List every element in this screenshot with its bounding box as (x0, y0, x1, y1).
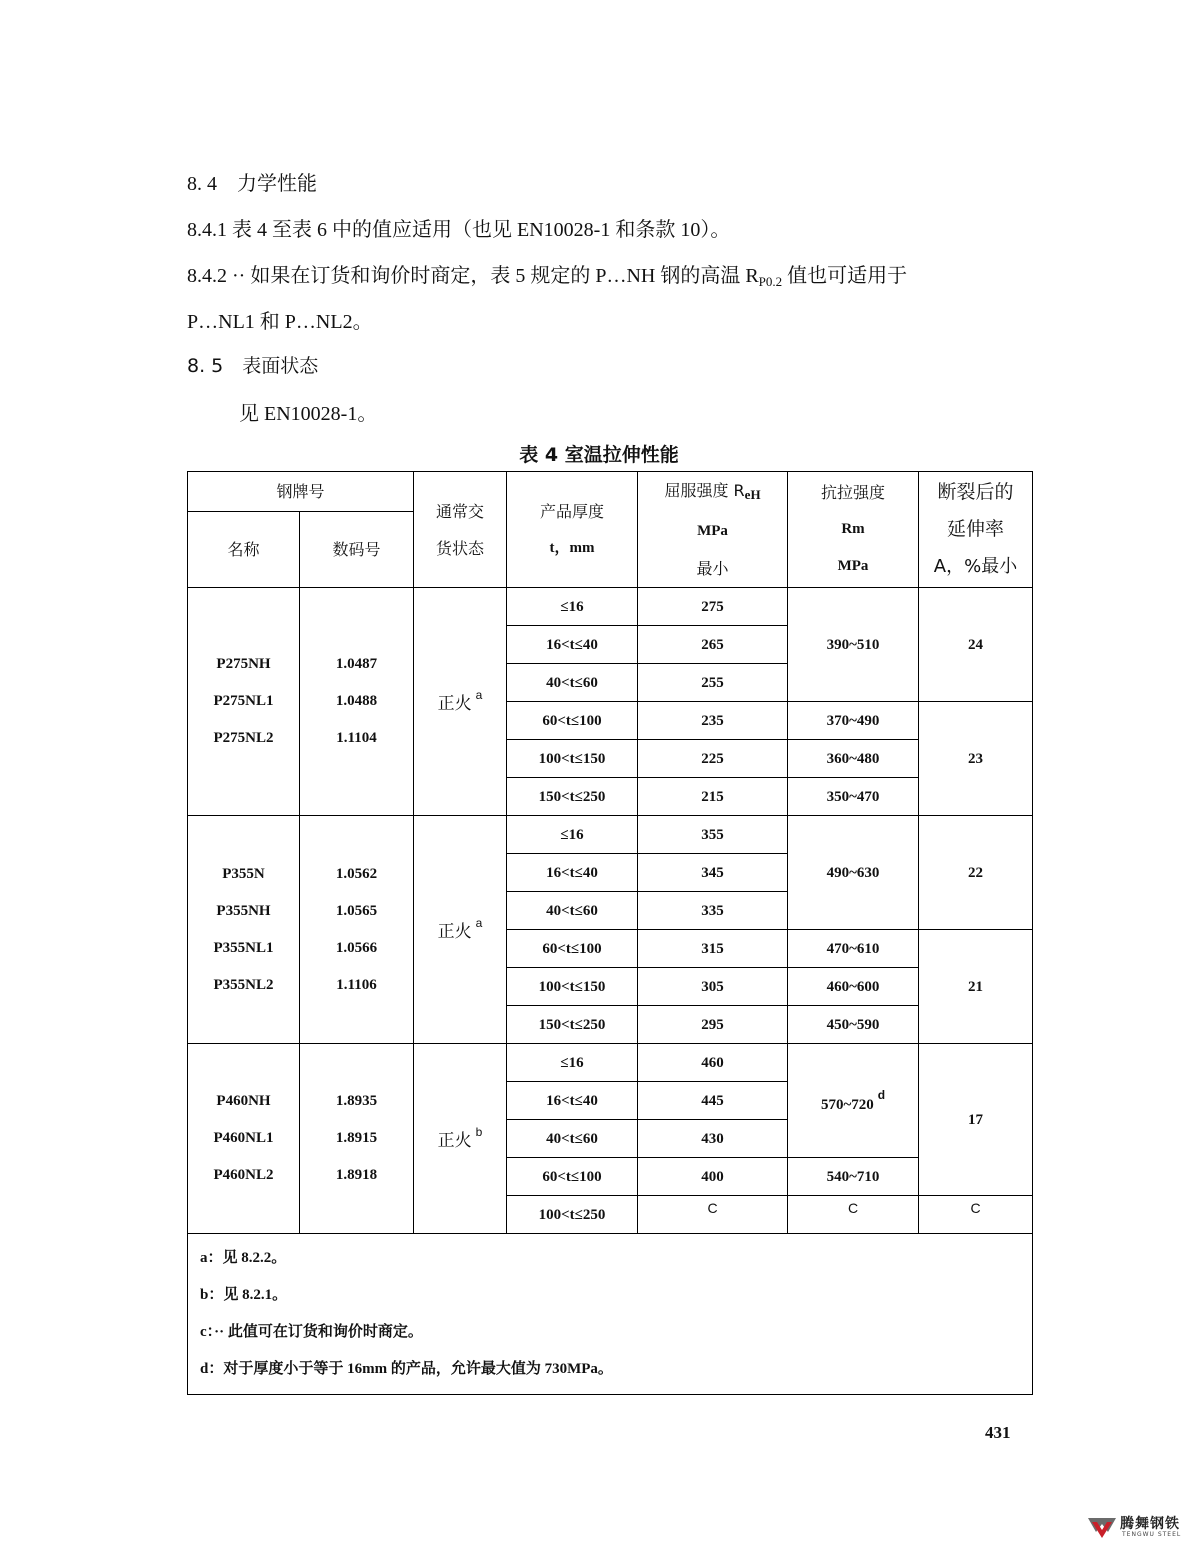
tensile-cell: 390~510 (788, 588, 919, 702)
footnote-ref: d (877, 1087, 886, 1102)
rp-subscript: P0.2 (758, 274, 783, 289)
header-tensile-l1: 抗拉强度 (821, 483, 886, 502)
grade-numbers-2 (300, 816, 414, 1044)
note-d: d：对于厚度小于等于 16mm 的产品，允许最大值为 730MPa。 (200, 1361, 613, 1377)
paragraph-8-4-2 (187, 259, 907, 290)
thickness-cell: 60<t≤100 (507, 930, 638, 968)
elongation-cell: C (919, 1196, 1033, 1234)
tensile-cell (788, 1044, 919, 1158)
tensile-properties-table (187, 471, 1033, 1395)
thickness-cell: 150<t≤250 (507, 1006, 638, 1044)
header-yield-l3: 最小 (696, 559, 729, 578)
grade-number: 1.1104 (336, 730, 377, 746)
grade-names-1 (188, 588, 300, 816)
grade-name: P355NL2 (213, 976, 274, 993)
thickness-cell: 16<t≤40 (507, 1082, 638, 1120)
yield-cell: 315 (638, 930, 788, 968)
thickness-cell: 100<t≤150 (507, 740, 638, 778)
notes-row (188, 1234, 1033, 1395)
logo-subtext: TENGWU STEEL (1122, 1531, 1182, 1538)
tensile-cell: 360~480 (788, 740, 919, 778)
header-elong-l3: A，%最小 (933, 556, 1018, 577)
delivery-text: 正火 (437, 1131, 472, 1152)
footnote-ref: a (475, 916, 483, 931)
header-elong-l1: 断裂后的 (937, 481, 1014, 503)
grade-name: P275NL2 (213, 730, 274, 746)
grade-names-2 (188, 816, 300, 1044)
yield-cell: 215 (638, 778, 788, 816)
grade-number: 1.8935 (335, 1093, 378, 1109)
grade-numbers-3 (300, 1044, 414, 1234)
thickness-cell: 60<t≤100 (507, 702, 638, 740)
grade-number: 1.0488 (335, 693, 378, 709)
header-thickness-l1: 产品厚度 (540, 501, 605, 521)
grade-name: P275NL1 (213, 693, 274, 709)
thickness-cell: 40<t≤60 (507, 892, 638, 930)
thickness-cell: 16<t≤40 (507, 626, 638, 664)
header-tensile-l2: Rm (841, 521, 865, 537)
header-delivery-l1: 通常交 (436, 501, 485, 521)
paragraph-8-4-1: 8.4.1 表 4 至表 6 中的值应适用（也见 EN10028-1 和条款 10）。 (187, 219, 731, 241)
yield-cell: 275 (638, 588, 788, 626)
grade-number: 1.1106 (336, 976, 377, 993)
table-title: 表 4 室温拉伸性能 (519, 444, 679, 466)
delivery-condition-1 (414, 588, 507, 816)
header-row-1 (188, 472, 1033, 512)
thickness-cell: ≤16 (507, 588, 638, 626)
paragraph-8-4-2-tail: 值也可适用于 (782, 265, 908, 287)
table-row (188, 588, 1033, 626)
table-row (188, 816, 1033, 854)
yield-cell: 445 (638, 1082, 788, 1120)
note-b: b：见 8.2.1。 (200, 1287, 288, 1303)
tensile-cell: C (788, 1196, 919, 1234)
header-name: 名称 (188, 511, 300, 587)
header-yield (638, 472, 788, 588)
thickness-cell: 60<t≤100 (507, 1158, 638, 1196)
delivery-text: 正火 (437, 922, 472, 943)
elongation-cell: 17 (919, 1044, 1033, 1196)
yield-cell: 430 (638, 1120, 788, 1158)
note-a: a：见 8.2.2。 (200, 1250, 287, 1266)
yield-cell: 265 (638, 626, 788, 664)
logo-text: 腾舞钢铁 (1120, 1516, 1180, 1532)
table-notes (188, 1234, 1033, 1395)
company-logo (1086, 1512, 1186, 1542)
thickness-cell: 40<t≤60 (507, 1120, 638, 1158)
yield-cell: 355 (638, 816, 788, 854)
grade-names-3 (188, 1044, 300, 1234)
yield-cell: 460 (638, 1044, 788, 1082)
header-tensile (788, 472, 919, 588)
elongation-cell: 23 (919, 702, 1033, 816)
paragraph-8-4-2-text: 8.4.2 ·· 如果在订货和询价时商定，表 5 规定的 P…NH 钢的高温 R (187, 265, 759, 287)
yield-cell: 335 (638, 892, 788, 930)
header-delivery-l2: 货状态 (436, 538, 485, 558)
grade-name: P355N (222, 865, 265, 882)
yield-cell: 305 (638, 968, 788, 1006)
thickness-cell: ≤16 (507, 1044, 638, 1082)
grade-name: P460NL2 (213, 1167, 274, 1183)
grade-number: 1.8915 (335, 1130, 378, 1146)
elongation-cell: 21 (919, 930, 1033, 1044)
header-yield-sub: eH (744, 487, 761, 502)
thickness-cell: ≤16 (507, 816, 638, 854)
tensile-cell: 450~590 (788, 1006, 919, 1044)
page-number: 431 (985, 1423, 1011, 1442)
footnote-ref: b (475, 1125, 483, 1140)
grade-name: P355NH (216, 902, 271, 919)
delivery-condition-2 (414, 816, 507, 1044)
grade-name: P460NL1 (213, 1130, 274, 1146)
yield-cell: 225 (638, 740, 788, 778)
grade-name: P275NH (216, 656, 271, 672)
paragraph-8-5: 见 EN10028-1。 (239, 403, 378, 425)
tensile-cell: 350~470 (788, 778, 919, 816)
tensile-cell: 460~600 (788, 968, 919, 1006)
note-c: c：·· 此值可在订货和询价时商定。 (200, 1324, 423, 1340)
header-yield-l1 (638, 472, 787, 513)
tensile-cell: 540~710 (788, 1158, 919, 1196)
grade-number: 1.0487 (335, 656, 378, 672)
header-yield-label: 屈服强度 R (664, 481, 745, 500)
tensile-cell: 370~490 (788, 702, 919, 740)
table-row (188, 1044, 1033, 1082)
yield-cell: C (638, 1196, 788, 1234)
thickness-cell: 40<t≤60 (507, 664, 638, 702)
thickness-cell: 100<t≤250 (507, 1196, 638, 1234)
yield-cell: 235 (638, 702, 788, 740)
logo-mark-icon (1086, 1512, 1118, 1542)
grade-numbers-1 (300, 588, 414, 816)
yield-cell: 400 (638, 1158, 788, 1196)
header-yield-l2: MPa (697, 523, 728, 539)
thickness-cell: 16<t≤40 (507, 854, 638, 892)
grade-number: 1.8918 (335, 1167, 378, 1183)
header-tensile-l3: MPa (837, 558, 869, 574)
yield-cell: 255 (638, 664, 788, 702)
yield-cell: 295 (638, 1006, 788, 1044)
header-number: 数码号 (300, 511, 414, 587)
thickness-cell: 100<t≤150 (507, 968, 638, 1006)
delivery-text: 正火 (437, 694, 472, 715)
section-heading-8-5: 8. 5 表面状态 (187, 355, 319, 377)
tensile-cell: 470~610 (788, 930, 919, 968)
grade-name: P355NL1 (213, 939, 274, 956)
grade-number: 1.0566 (335, 939, 378, 956)
tensile-value: 570~720 (820, 1096, 874, 1113)
grade-number: 1.0562 (335, 865, 378, 882)
tensile-cell: 490~630 (788, 816, 919, 930)
thickness-cell: 150<t≤250 (507, 778, 638, 816)
grade-name: P460NH (216, 1093, 271, 1109)
elongation-cell: 24 (919, 588, 1033, 702)
paragraph-8-4-2-cont: P…NL1 和 P…NL2。 (187, 311, 373, 333)
elongation-cell: 22 (919, 816, 1033, 930)
delivery-condition-3 (414, 1044, 507, 1234)
footnote-ref: a (475, 688, 483, 703)
header-elongation (919, 472, 1033, 588)
header-thickness (507, 472, 638, 588)
yield-cell: 345 (638, 854, 788, 892)
header-thickness-l2: t，mm (549, 539, 595, 556)
header-grade: 钢牌号 (188, 472, 414, 512)
section-heading-8-4: 8. 4 力学性能 (187, 173, 317, 195)
grade-number: 1.0565 (335, 902, 378, 919)
header-elong-l2: 延伸率 (947, 518, 1005, 540)
header-delivery (414, 472, 507, 588)
